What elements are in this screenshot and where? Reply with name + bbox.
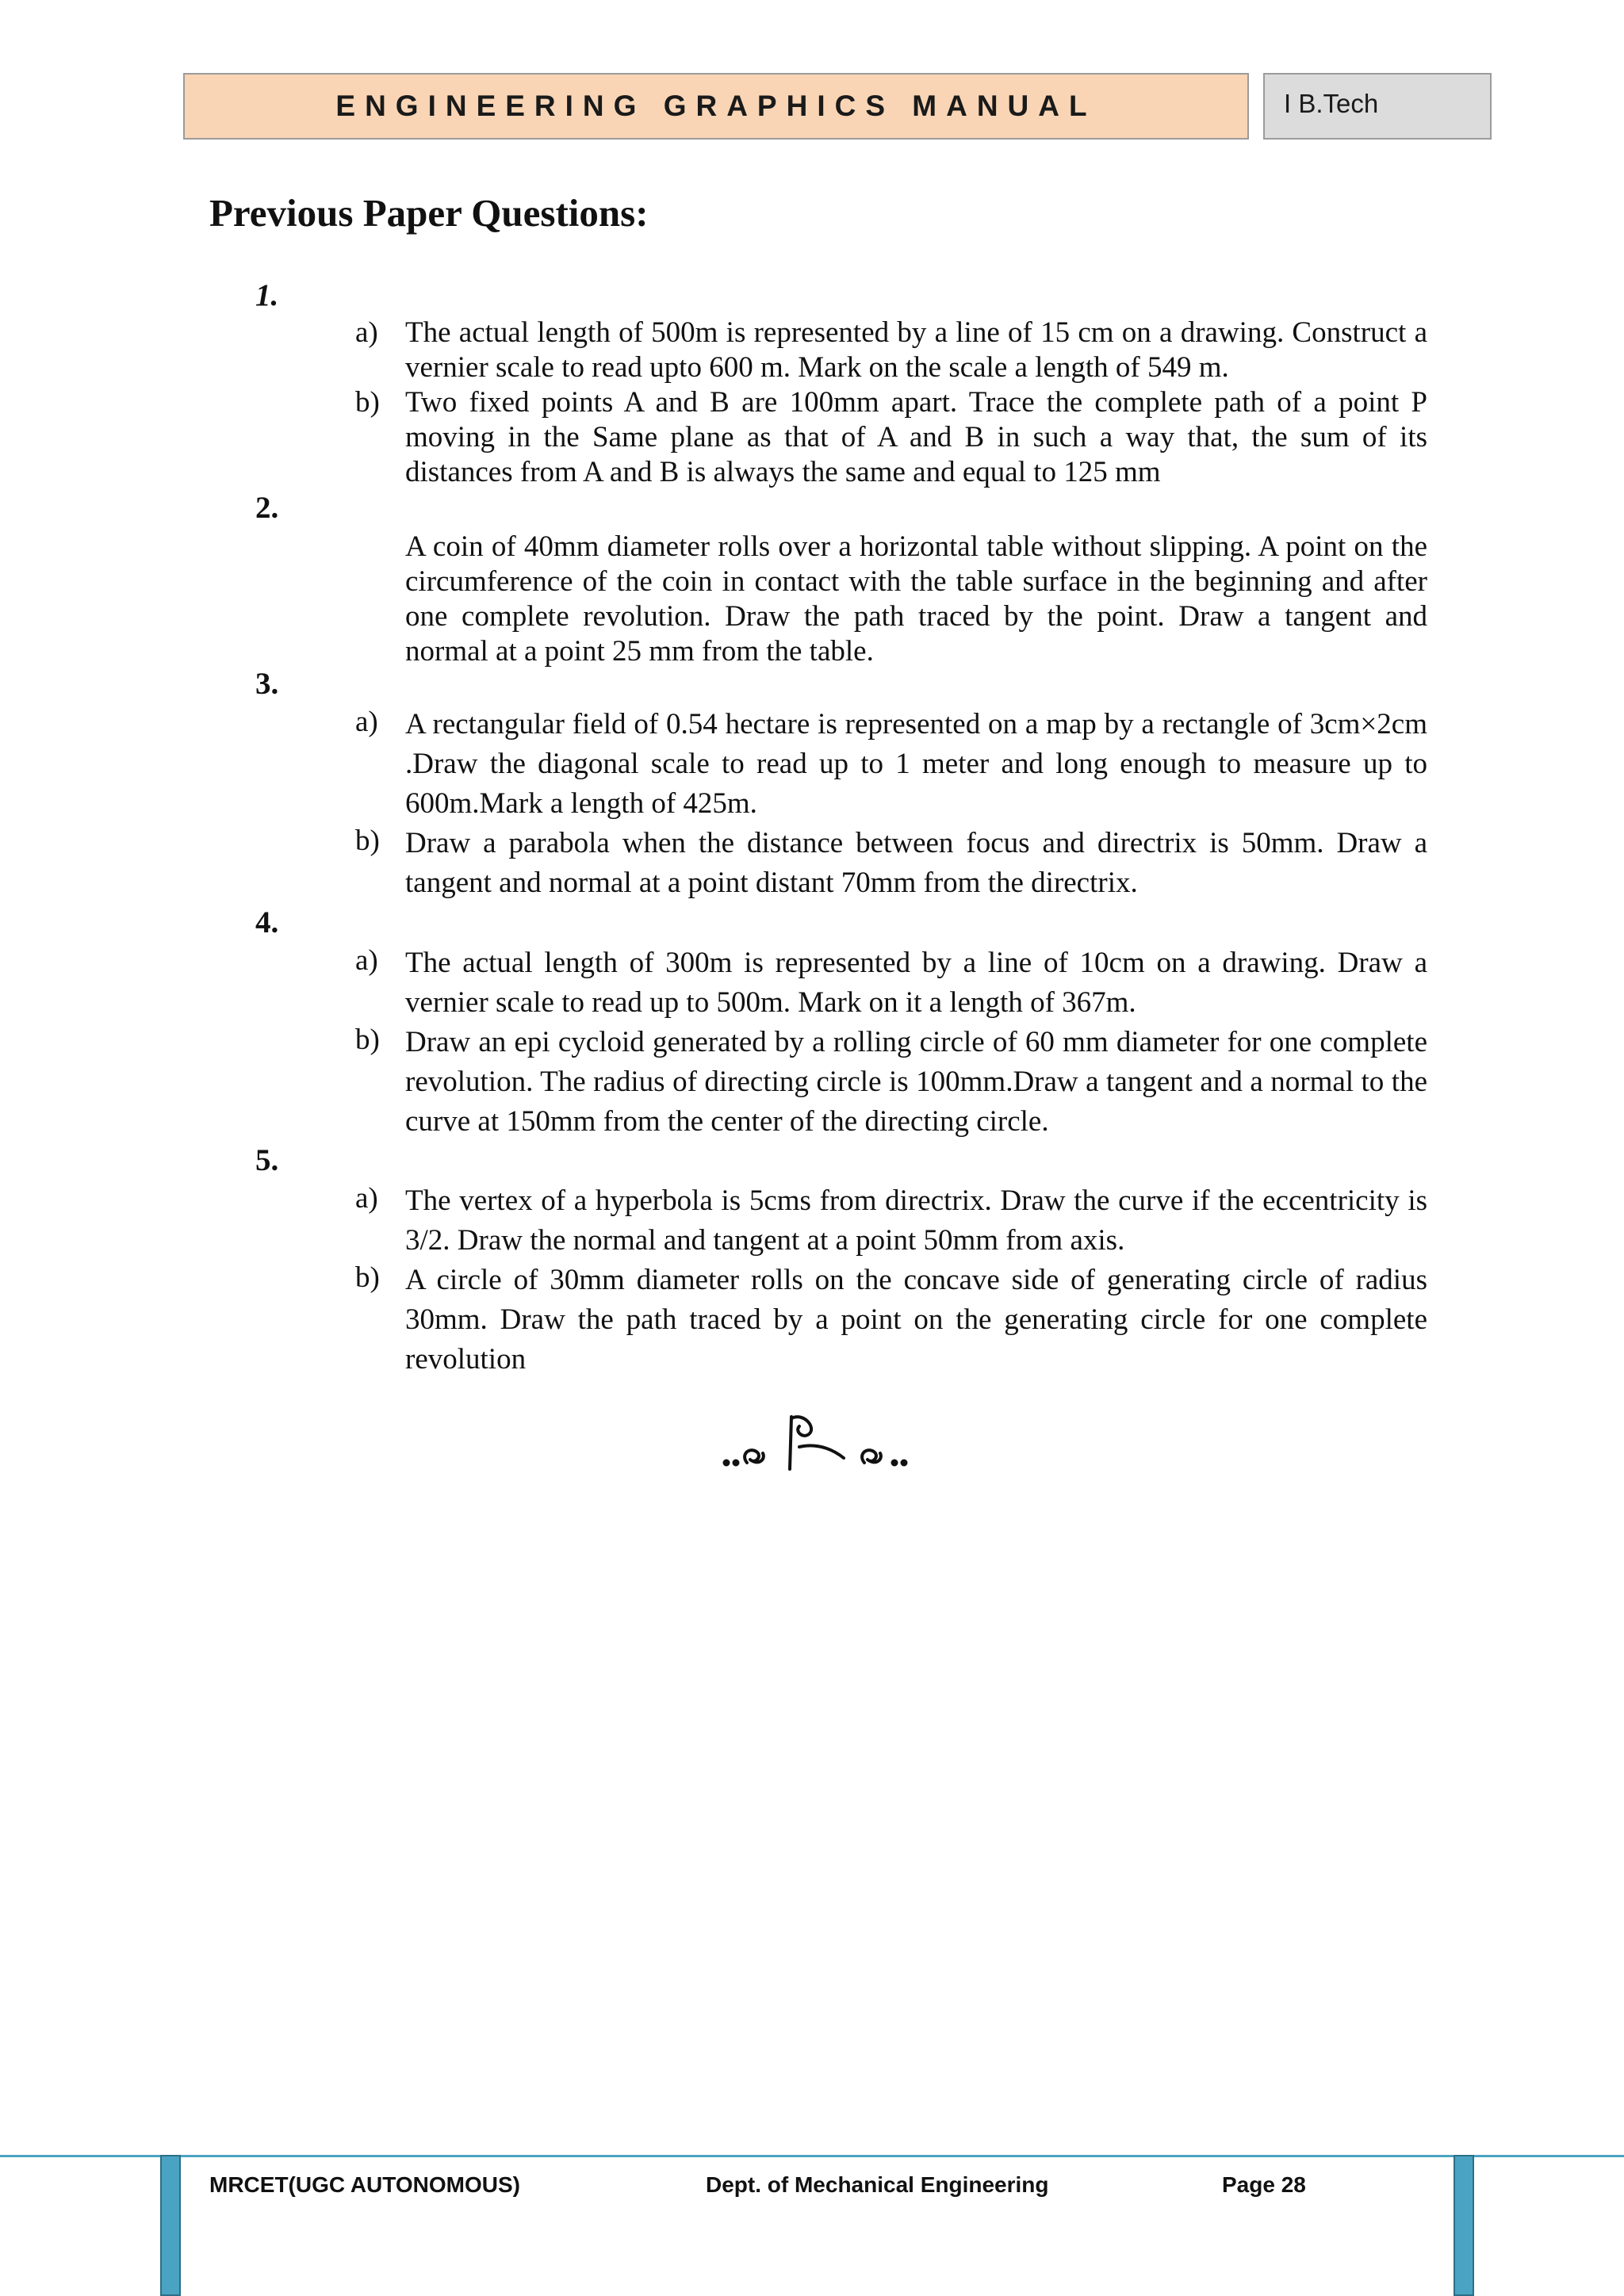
item-text: Draw an epi cycloid generated by a rolling circle of 60 mm diameter for one complete revolution. The radius of directing circle is 100mm.Draw a tangent and a normal to the curve at 150mm from the center of the directing circle. bbox=[405, 1026, 1427, 1138]
item-text: A coin of 40mm diameter rolls over a horizontal table without slipping. A point on the circumference of the coin in contact with the table surface in the beginning and after one complete revolution. Draw the path traced by the point. Draw a tangent and normal at a point 25 mm from the table. bbox=[405, 530, 1427, 668]
question-4-item-b bbox=[355, 1023, 1427, 1142]
item-label: a) bbox=[355, 1182, 378, 1215]
question-number-5: 5. bbox=[255, 1143, 279, 1177]
item-text: Draw a parabola when the distance between focus and directrix is 50mm. Draw a tangent and normal at a point distant 70mm from the directrix. bbox=[405, 827, 1427, 899]
question-2-item bbox=[355, 530, 1427, 669]
footer-rule bbox=[0, 2155, 1624, 2157]
item-text: A rectangular field of 0.54 hectare is represented on a map by a rectangle of 3cm×2cm .Draw the diagonal scale to read up to 1 meter and long enough to measure up to 600m.Mark a length of 425m. bbox=[405, 708, 1427, 820]
footer-department: Dept. of Mechanical Engineering bbox=[706, 2172, 1049, 2197]
header-title: ENGINEERING GRAPHICS MANUAL bbox=[183, 73, 1249, 140]
item-label: a) bbox=[355, 944, 378, 977]
item-text: Two fixed points A and B are 100mm apart. Trace the complete path of a point P moving in the Same plane as that of A and B in such a way that, the sum of its distances from A and B is always the same and equal to 125 mm bbox=[405, 386, 1427, 488]
question-3-item-b bbox=[355, 824, 1427, 903]
footer-left-accent-bar bbox=[160, 2155, 181, 2296]
item-text: The actual length of 300m is represented by a line of 10cm on a drawing. Draw a vernier scale to read up to 500m. Mark on it a length of 367m. bbox=[405, 947, 1427, 1019]
footer-institution: MRCET(UGC AUTONOMOUS) bbox=[209, 2172, 520, 2197]
footer-page-number: Page 28 bbox=[1222, 2172, 1306, 2197]
footer-right-accent-bar bbox=[1454, 2155, 1474, 2296]
item-label: b) bbox=[355, 825, 380, 857]
section-title: Previous Paper Questions: bbox=[209, 191, 649, 235]
question-number-2: 2. bbox=[255, 491, 279, 525]
question-number-4: 4. bbox=[255, 905, 279, 939]
item-text: The vertex of a hyperbola is 5cms from directrix. Draw the curve if the eccentricity is 3/2. Draw the normal and tangent at a point 50mm from axis. bbox=[405, 1184, 1427, 1257]
question-5-item-b bbox=[355, 1261, 1427, 1380]
question-5-item-a bbox=[355, 1181, 1427, 1261]
item-label: b) bbox=[355, 1261, 380, 1294]
question-1-item-a bbox=[355, 316, 1427, 385]
question-number-3: 3. bbox=[255, 667, 279, 701]
question-3-item-a bbox=[355, 705, 1427, 824]
decorative-end-flourish-icon bbox=[717, 1407, 915, 1479]
item-label: b) bbox=[355, 386, 380, 419]
item-text: The actual length of 500m is represented by a line of 15 cm on a drawing. Construct a vernier scale to read upto 600 m. Mark on the scale a length of 549 m. bbox=[405, 316, 1427, 384]
question-number-1: 1. bbox=[255, 278, 279, 312]
item-label: b) bbox=[355, 1024, 380, 1056]
item-label: a) bbox=[355, 316, 378, 349]
question-4-item-a bbox=[355, 943, 1427, 1023]
item-label: a) bbox=[355, 706, 378, 738]
header-tag: I B.Tech bbox=[1263, 73, 1492, 140]
question-1-item-b bbox=[355, 385, 1427, 490]
item-text: A circle of 30mm diameter rolls on the concave side of generating circle of radius 30mm. Draw the path traced by a point on the generating circle for one complete revolution bbox=[405, 1264, 1427, 1376]
